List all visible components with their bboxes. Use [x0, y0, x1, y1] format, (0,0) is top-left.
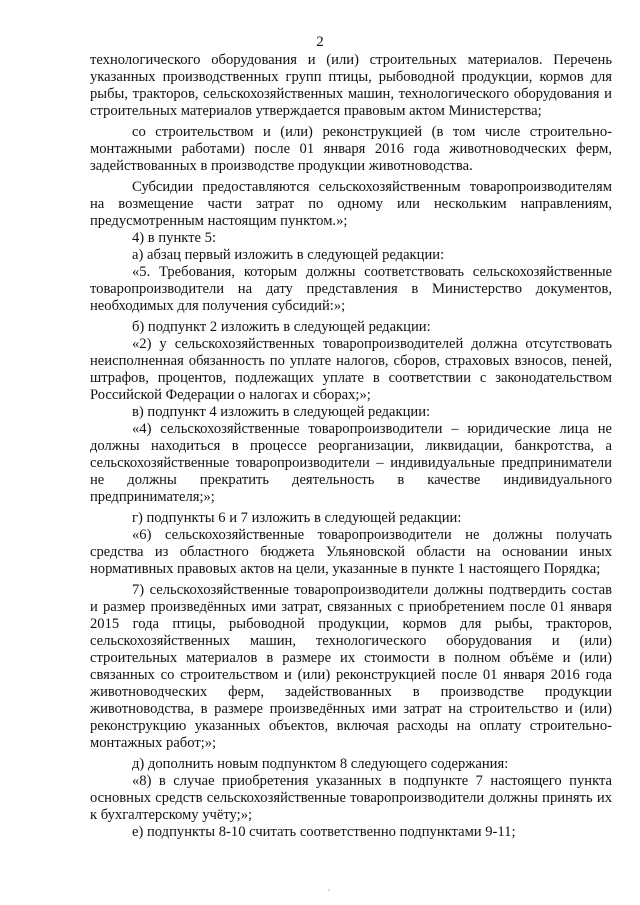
paragraph-subitem-8: «8) в случае приобретения указанных в подпункте 7 настоящего пункта основных средств сельскохозяйственные товаропроизводители должны принять их к бухгалтерскому учёту;»; — [90, 773, 612, 823]
paragraph-equipment-list: технологического оборудования и (или) строительных материалов. Перечень указанных производственных групп птицы, рыбоводной продукции, кормов для рыбы, тракторов, сельскохозяйственных машин, технологического оборудования и строительных материалов утверждается правовым актом Министерства; — [90, 52, 612, 119]
paragraph-item-g: г) подпункты 6 и 7 изложить в следующей редакции: — [132, 510, 462, 526]
paragraph-item-v: в) подпункт 4 изложить в следующей редакции: — [132, 404, 431, 420]
paragraph-subitem-7: 7) сельскохозяйственные товаропроизводители должны подтвердить состав и размер произведённых ими затрат, связанных с приобретением после 01 января 2015 года птицы, рыбоводной продукции, кормов для рыбы, тракторов, сельскохозяйственных машин, технологического оборудования и (или) строительных материалов в размере их стоимости в полном объёме и (или) связанных со строительством и (или) реконструкцией после 01 января 2016 года животноводческих ферм, задействованных в производстве продукции животноводства, в размере произведённых ими затрат на строительство и (или) реконструкцию указанных объектов, включая расходы на оплату строительно-монтажных работ;»; — [90, 582, 612, 751]
paragraph-subsidies: Субсидии предоставляются сельскохозяйственным товаропроизводителям на возмещение части затрат по одному или нескольким направлениям, предусмотренным настоящим пунктом.»; — [90, 179, 612, 229]
paragraph-item-a: а) абзац первый изложить в следующей редакции: — [132, 247, 445, 263]
paragraph-construction: со строительством и (или) реконструкцией (в том числе строительно-монтажными работами) после 01 января 2016 года животноводческих ферм, задействованных в производстве продукции животноводства. — [90, 124, 612, 174]
paragraph-subitem-4: «4) сельскохозяйственные товаропроизводители – юридические лица не должны находиться в процессе реорганизации, ликвидации, банкротства, а сельскохозяйственные товаропроизводители – индивидуальные предприниматели не должны прекратить деятельность в качестве индивидуального предпринимателя;»; — [90, 421, 612, 505]
paragraph-item-e: е) подпункты 8-10 считать соответственно подпунктами 9-11; — [132, 824, 516, 840]
paragraph-item-4: 4) в пункте 5: — [132, 230, 217, 246]
paragraph-item-d: д) дополнить новым подпунктом 8 следующего содержания: — [132, 756, 509, 772]
paragraph-requirements: «5. Требования, которым должны соответствовать сельскохозяйственные товаропроизводители на дату представления в Министерство документов, необходимых для получения субсидий:»; — [90, 264, 612, 314]
paragraph-subitem-6: «6) сельскохозяйственные товаропроизводители не должны получать средства из областного бюджета Ульяновской области на основании иных нормативных правовых актов на цели, указанные в пункте 1 настоящего Порядка; — [90, 527, 612, 577]
paragraph-item-b: б) подпункт 2 изложить в следующей редакции: — [132, 319, 431, 335]
page-number: 2 — [316, 34, 324, 50]
scan-speck — [328, 889, 330, 891]
document-body — [90, 52, 612, 841]
paragraph-subitem-2: «2) у сельскохозяйственных товаропроизводителей должна отсутствовать неисполненная обязанность по уплате налогов, сборов, страховых взносов, пеней, штрафов, процентов, подлежащих уплате в соответствии с законодательством Российской Федерации о налогах и сборах;»; — [90, 336, 612, 403]
